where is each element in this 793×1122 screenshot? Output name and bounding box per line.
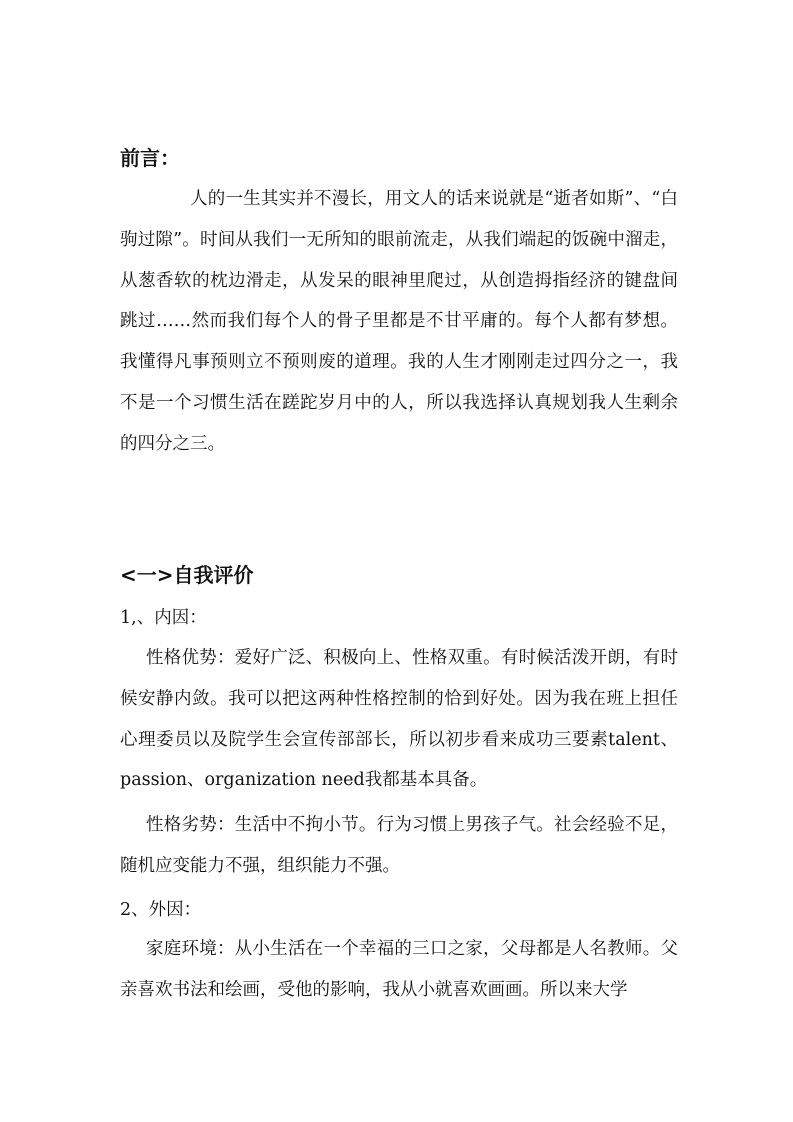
weaknesses-paragraph: 性格劣势：生活中不拘小节。行为习惯上男孩子气。社会经验不足，随机应变能力不强，组织能力不强。 (120, 815, 678, 876)
family-environment-paragraph: 家庭环境：从小生活在一个幸福的三口之家，父母都是人名教师。父亲喜欢书法和绘画，受他的影响，我从小就喜欢画画。所以来大学 (120, 939, 678, 1000)
self-evaluation-heading: <一>自我评价 (120, 563, 254, 587)
internal-factors-label: 1,、内因： (120, 608, 207, 628)
preface-paragraph: 人的一生其实并不漫长，用文人的话来说就是“逝者如斯”、“白驹过隙”。时间从我们一无所知的眼前流走，从我们端起的饭碗中溜走，从葱香软的枕边滑走，从发呆的眼神里爬过，从创造拇指经济的键盘间跳过……然而我们每个人的骨子里都是不甘平庸的。每个人都有梦想。我懂得凡事预则立不预则废的道理。我的人生才刚刚走过四分之一，我不是一个习惯生活在蹉跎岁月中的人，所以我选择认真规划我人生剩余的四分之三。 (120, 189, 678, 454)
strengths-paragraph: 性格优势：爱好广泛、积极向上、性格双重。有时候活泼开朗，有时候安静内敛。我可以把这两种性格控制的恰到好处。因为我在班上担任心理委员以及院学生会宣传部部长，所以初步看来成功三要素talent、passion、organization need我都基本具备。 (120, 648, 678, 791)
external-factors-label: 2、外因： (120, 900, 202, 920)
preface-heading: 前言： (120, 146, 180, 170)
